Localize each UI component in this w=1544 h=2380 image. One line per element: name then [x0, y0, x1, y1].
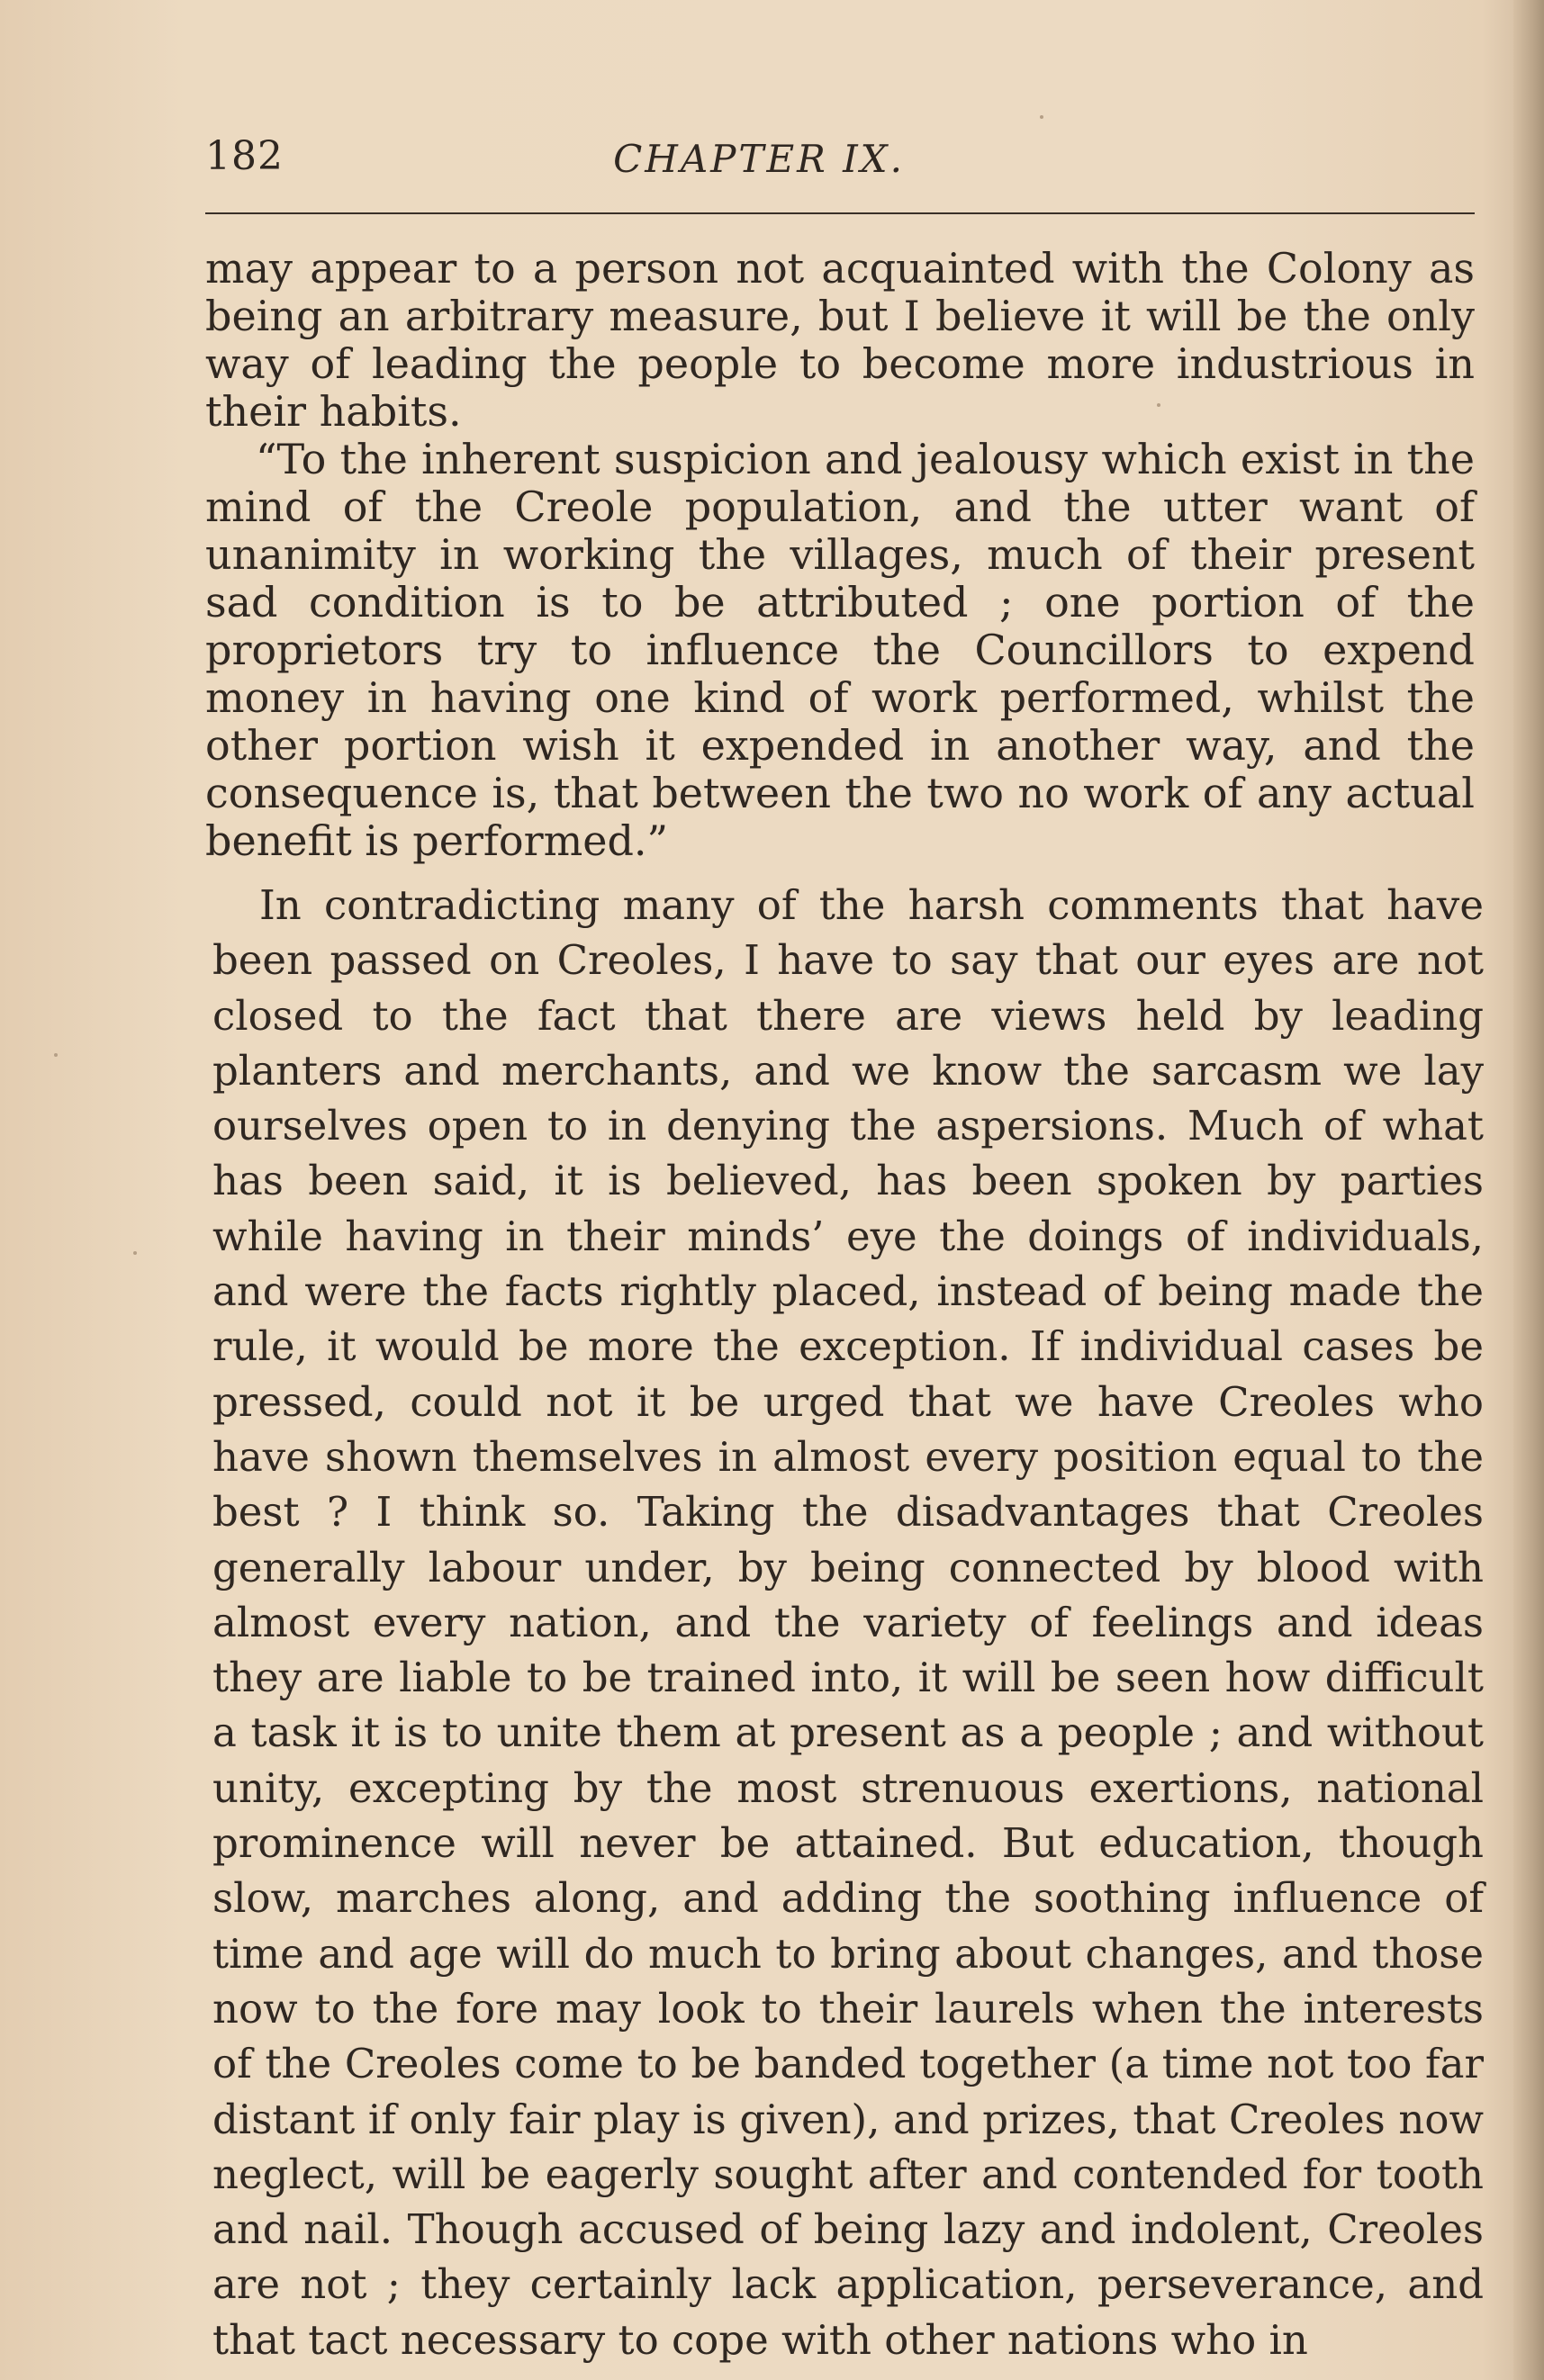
quote-paragraph: may appear to a person not acquainted with the Colony as being an arbitrary measure, but I believe it will be the only way of leading the people to become more industrious in their habits. [205, 244, 1475, 436]
page-number: 182 [205, 133, 284, 179]
body-paragraph: In contradicting many of the harsh comments that have been passed on Creoles, I have to say that our eyes are not closed to the fact that there are views held by leading planters and merchants, and we know the sarcasm we lay ourselves open to in denying the aspersions. Much of what has been said, it is believed, has been spoken by parties while having in their minds’ eye the doings of individuals, and were the facts rightly placed, instead of being made the rule, it would be more the exception. If individual cases be pressed, could not it be urged that we have Creoles who have shown themselves in almost every position equal to the best ? I think so. Taking the disadvantages that Creoles generally labour under, by being connected by blood with almost every nation, and the variety of feelings and ideas they are liable to be trained into, it will be seen how difficult a task it is to unite them at present as a people ; and without unity, excepting by the most strenuous exertions, national prominence will never be attained. But education, though slow, marches along, and adding the soothing influence of time and age will do much to bring about changes, and those now to the fore may look to their laurels when the interests of the Creoles come to be banded together (a time not too far distant if only fair play is given), and prizes, that Creoles now neglect, will be eagerly sought after and contended for tooth and nail. Though accused of being lazy and indolent, Creoles are not ; they certainly lack application, perseverance, and that tact necessary to cope with other nations who in [212, 881, 1484, 2364]
header-rule [205, 212, 1475, 214]
page-edge-shadow [1513, 0, 1544, 2380]
quote-paragraph: “To the inherent suspicion and jealousy which exist in the mind of the Creole population, and the utter want of unanimity in working the villages, much of their present sad condition is to be attributed ; one portion of the proprietors try to influence the Councillors to expend money in having one kind of work performed, whilst the other portion wish it expended in another way, and the consequence is, that between the two no work of any actual benefit is performed.” [205, 435, 1475, 865]
running-head: CHAPTER IX. [613, 137, 905, 181]
page-header [205, 133, 1475, 196]
body-text [212, 878, 1484, 2367]
quoted-passage [205, 245, 1475, 865]
